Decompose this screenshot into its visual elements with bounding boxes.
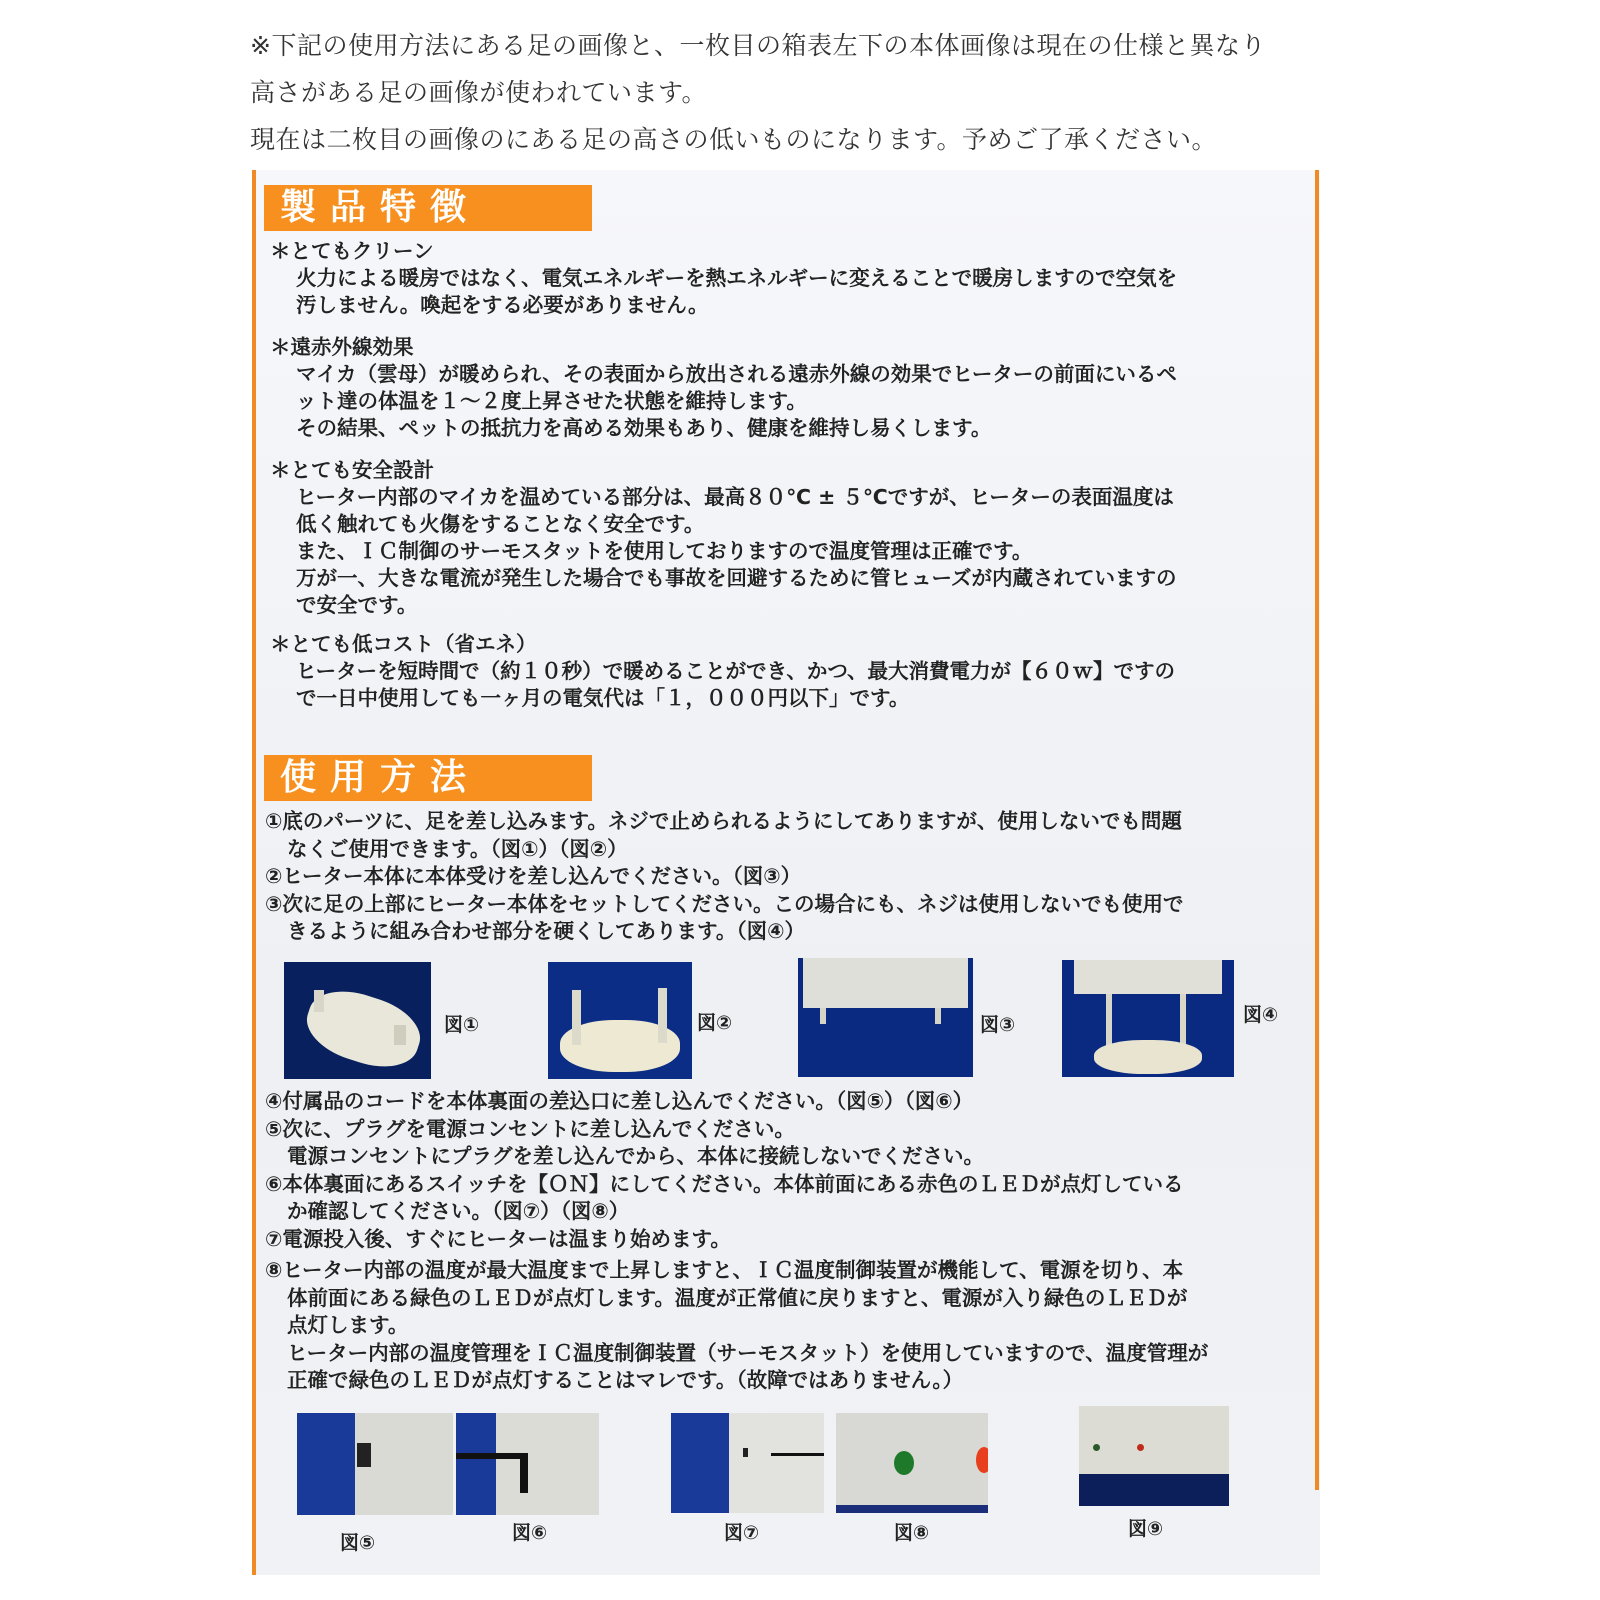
feature-line: また、ＩＣ制御のサーモスタットを使用しておりますので温度管理は正確です。	[296, 539, 1033, 563]
feature-line: 汚しません。喚起をする必要がありません。	[296, 293, 709, 317]
figure-1-photo	[284, 962, 431, 1079]
step-line: ⑥本体裏面にあるスイッチを【ＯＮ】にしてください。本体前面にある赤色のＬＥＤが点灯している	[265, 1171, 1184, 1196]
orange-border-left	[252, 170, 256, 1575]
orange-border-right	[1315, 170, 1319, 1490]
feature-item	[270, 237, 1310, 319]
step-line: か確認してください。（図⑦）（図⑧）	[287, 1199, 630, 1223]
feature-line: ヒーター内部のマイカを温めている部分は、最高８０℃ ± ５℃ですが、ヒーターの表面温度は	[296, 485, 1174, 509]
figure-2-photo	[548, 962, 692, 1079]
feature-line: ット達の体温を１～２度上昇させた状態を維持します。	[296, 389, 807, 413]
feature-line: 低く触れても火傷をすることなく安全です。	[296, 512, 705, 536]
feature-title: ＊とても低コスト（省エネ）	[270, 632, 537, 656]
figure-9-photo	[1079, 1406, 1229, 1506]
usage-steps-2	[265, 1088, 1315, 1395]
feature-item	[270, 333, 1310, 442]
feature-line: マイカ（雲母）が暖められ、その表面から放出される遠赤外線の効果でヒーターの前面にいるペ	[296, 362, 1177, 386]
step-line: きるように組み合わせ部分を硬くしてあります。（図④）	[287, 919, 805, 943]
figure-label: 図⑦	[724, 1522, 760, 1544]
usage-heading: 使用方法	[264, 755, 592, 801]
step-line: ④付属品のコードを本体裏面の差込口に差し込んでください。（図⑤）（図⑥）	[265, 1089, 974, 1113]
figure-5-photo	[297, 1413, 453, 1515]
feature-line: 火力による暖房ではなく、電気エネルギーを熱エネルギーに変えることで暖房しますので空気を	[296, 266, 1178, 290]
figure-label: 図④	[1243, 1004, 1279, 1026]
figure-label: 図①	[444, 1014, 480, 1036]
feature-line: その結果、ペットの抵抗力を高める効果もあり、健康を維持し易くします。	[296, 416, 992, 440]
figure-4-photo	[1062, 960, 1234, 1077]
step-line: ①底のパーツに、足を差し込みます。ネジで止められるようにしてありますが、使用しないでも問題	[265, 809, 1182, 833]
feature-line: 万が一、大きな電流が発生した場合でも事故を回避するために管ヒューズが内蔵されていますの	[296, 566, 1177, 590]
figure-6-photo	[456, 1413, 599, 1515]
feature-line: で一日中使用しても一ヶ月の電気代は「１，０００円以下」です。	[296, 686, 910, 710]
feature-title: ＊とても安全設計	[270, 458, 434, 482]
notice-line: 現在は二枚目の画像のにある足の高さの低いものになります。予めご了承ください。	[250, 125, 1218, 154]
spec-notice	[250, 22, 1350, 163]
step-line: 電源コンセントにプラグを差し込んでから、本体に接続しないでください。	[287, 1144, 984, 1168]
step-line: ヒーター内部の温度管理をＩＣ温度制御装置（サーモスタット）を使用していますので、温度管理が	[287, 1340, 1209, 1365]
figure-8-photo	[836, 1413, 988, 1513]
feature-item	[270, 630, 1310, 712]
figure-label: 図②	[697, 1012, 733, 1034]
feature-title: ＊遠赤外線効果	[270, 335, 414, 359]
feature-line: ヒーターを短時間で（約１０秒）で暖めることができ、かつ、最大消費電力が【６０ｗ】ですの	[296, 659, 1176, 683]
figure-3-photo	[798, 958, 973, 1077]
notice-line: 高さがある足の画像が使われています。	[250, 78, 708, 107]
figure-7-photo	[671, 1413, 824, 1513]
features-heading: 製品特徴	[264, 185, 592, 231]
feature-line: で安全です。	[296, 593, 418, 617]
usage-steps-1	[265, 808, 1315, 946]
step-line: ⑧ヒーター内部の温度が最大温度まで上昇しますと、ＩＣ温度制御装置が機能して、電源を切り、本	[265, 1258, 1184, 1282]
step-line: 点灯します。	[287, 1313, 409, 1337]
feature-item	[270, 456, 1310, 619]
step-line: 正確で緑色のＬＥＤが点灯することはマレです。（故障ではありません。）	[287, 1368, 964, 1392]
figure-label: 図⑨	[1128, 1518, 1164, 1540]
step-line: 体前面にある緑色のＬＥＤが点灯します。温度が正常値に戻りますと、電源が入り緑色のＬＥＤが	[287, 1285, 1188, 1310]
figure-label: 図⑧	[894, 1522, 930, 1544]
figure-label: 図③	[980, 1014, 1016, 1036]
step-line: なくご使用できます。（図①）（図②）	[287, 836, 628, 861]
step-line: ②ヒーター本体に本体受けを差し込んでください。（図③）	[265, 864, 802, 888]
feature-title: ＊とてもクリーン	[270, 239, 434, 263]
figure-label: 図⑤	[340, 1532, 376, 1554]
step-line: ⑦電源投入後、すぐにヒーターは温まり始めます。	[265, 1226, 731, 1251]
figure-label: 図⑥	[512, 1522, 548, 1544]
step-line: ⑤次に、プラグを電源コンセントに差し込んでください。	[265, 1116, 795, 1141]
step-line: ③次に足の上部にヒーター本体をセットしてください。この場合にも、ネジは使用しないでも使用で	[265, 891, 1184, 916]
notice-line: ※下記の使用方法にある足の画像と、一枚目の箱表左下の本体画像は現在の仕様と異なり	[250, 31, 1266, 60]
